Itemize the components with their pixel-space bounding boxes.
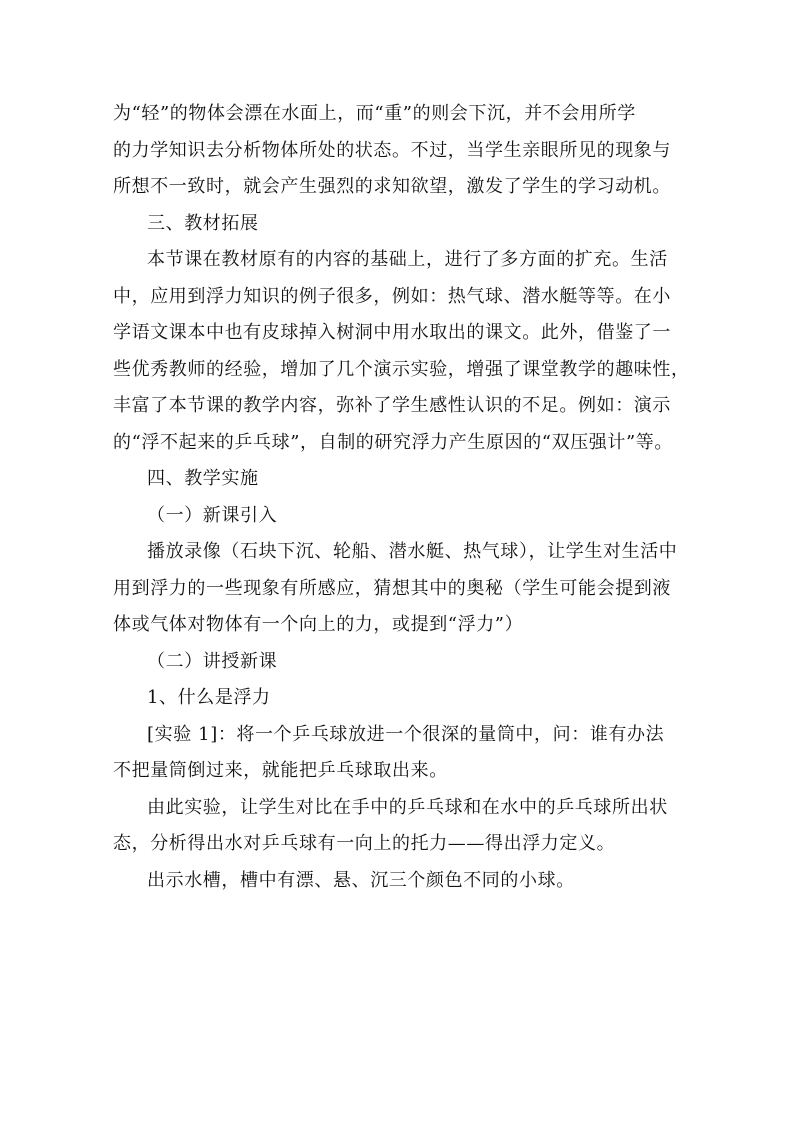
document-body bbox=[113, 96, 697, 899]
paragraph-line: 所想不一致时，就会产生强烈的求知欲望，激发了学生的学习动机。 bbox=[113, 176, 671, 197]
paragraph-line: 丰富了本节课的教学内容，弥补了学生感性认识的不足。例如：演示 bbox=[113, 395, 671, 416]
paragraph-line: 的力学知识去分析物体所处的状态。不过，当学生亲眼所见的现象与 bbox=[113, 139, 671, 161]
paragraph-line: 用到浮力的一些现象有所感应，猜想其中的奥秘（学生可能会提到液 bbox=[113, 577, 671, 599]
paragraph-line: 为“轻”的物体会漂在水面上，而“重”的则会下沉，并不会用所学 bbox=[113, 103, 636, 124]
paragraph-line: 态，分析得出水对乒乓球有一向上的托力——得出浮力定义。 bbox=[113, 833, 616, 854]
paragraph-line: 由此实验，让学生对比在手中的乒乓球和在水中的乒乓球所出状 bbox=[147, 796, 668, 818]
section-heading: 四、教学实施 bbox=[147, 468, 259, 489]
paragraph-line: 不把量筒倒过来，就能把乒乓球取出来。 bbox=[113, 760, 448, 781]
paragraph-line: 学语文课本中也有皮球掉入树洞中用水取出的课文。此外，借鉴了一 bbox=[113, 322, 671, 343]
paragraph-line: 出示水槽，槽中有漂、悬、沉三个颜色不同的小球。 bbox=[147, 869, 575, 891]
paragraph-line: 体或气体对物体有一个向上的力，或提到“浮力”） bbox=[113, 614, 524, 635]
paragraph-line: [实验 1]：将一个乒乓球放进一个很深的量筒中，问：谁有办法 bbox=[147, 723, 665, 745]
paragraph-line: 些优秀教师的经验，增加了几个演示实验，增强了课堂教学的趣味性， bbox=[113, 358, 690, 380]
paragraph-line: 中，应用到浮力知识的例子很多，例如：热气球、潜水艇等等。在小 bbox=[113, 285, 671, 307]
subsection-heading: （一）新课引入 bbox=[147, 504, 278, 526]
subsection-heading: （二）讲授新课 bbox=[147, 650, 278, 672]
section-heading: 三、教材拓展 bbox=[147, 212, 259, 234]
paragraph-line: 的“浮不起来的乒乓球”，自制的研究浮力产生原因的“双压强计”等。 bbox=[113, 431, 674, 453]
topic-heading: 1、什么是浮力 bbox=[147, 687, 271, 708]
paragraph-line: 本节课在教材原有的内容的基础上，进行了多方面的扩充。生活 bbox=[147, 249, 668, 270]
paragraph-line: 播放录像（石块下沉、轮船、潜水艇、热气球），让学生对生活中 bbox=[147, 541, 678, 562]
